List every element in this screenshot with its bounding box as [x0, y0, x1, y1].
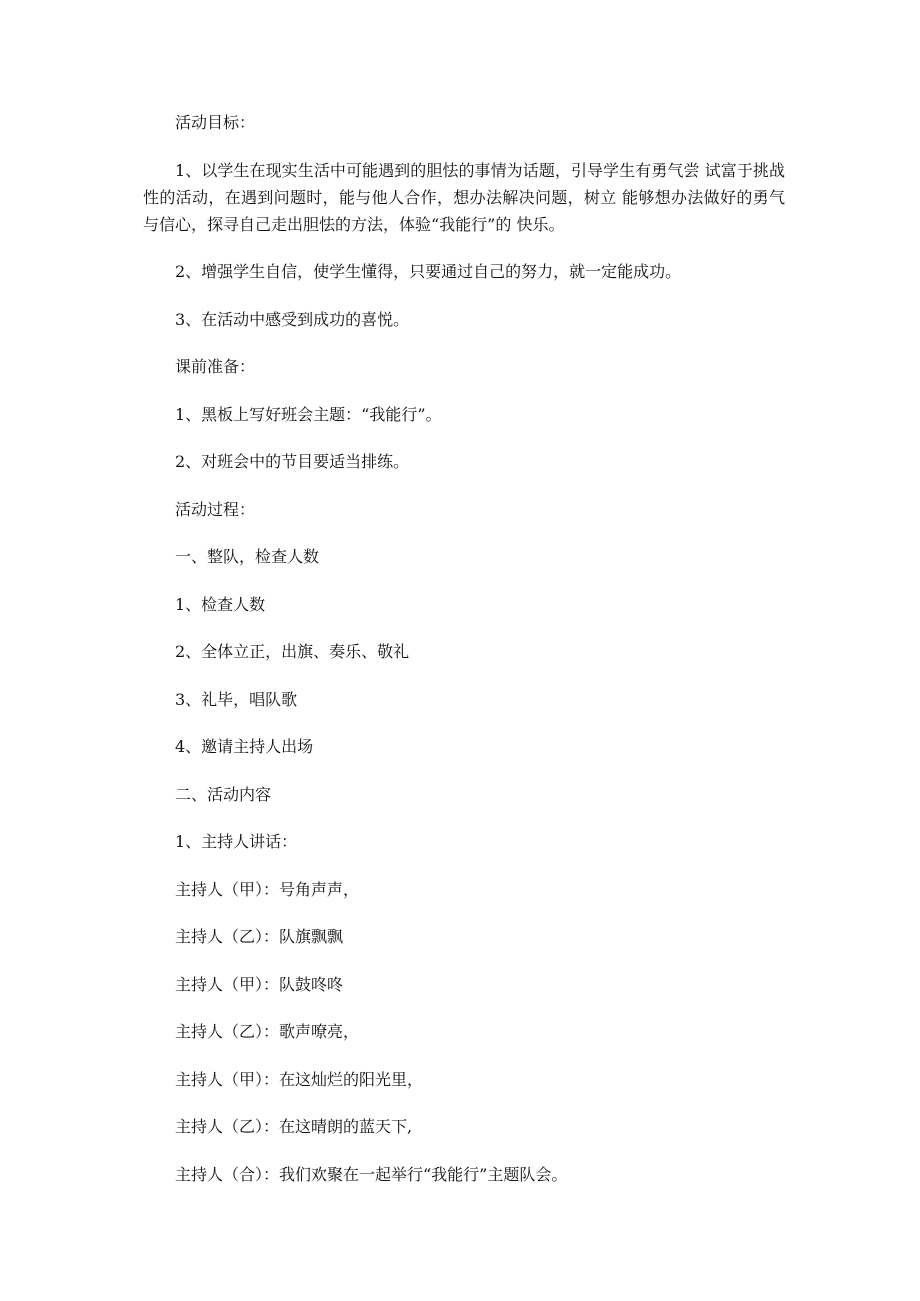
- paragraph: 主持人（甲）：队鼓咚咚: [175, 974, 344, 994]
- paragraph: 主持人（合）：我们欢聚在一起举行“我能行”主题队会。: [175, 1164, 568, 1184]
- paragraph: 二、活动内容: [175, 784, 272, 804]
- paragraph: 主持人（甲）：在这灿烂的阳光里，: [175, 1069, 424, 1089]
- paragraph: 4、邀请主持人出场: [175, 737, 314, 756]
- document-body: [143, 109, 785, 1208]
- paragraph: 主持人（乙）：在这晴朗的蓝天下,: [175, 1117, 413, 1136]
- paragraph: 1、主持人讲话：: [175, 832, 298, 851]
- paragraph: 3、在活动中感受到成功的喜悦。: [175, 309, 410, 329]
- paragraph: 2、增强学生自信，使学生懂得，只要通过自己的努力，就一定能成功。: [175, 262, 682, 281]
- paragraph: 一、整队，检查人数: [175, 547, 320, 566]
- paragraph: 1、以学生在现实生活中可能遇到的胆怯的事情为话题，引导学生有勇气尝 试富于挑战性的活动，在遇到问题时，能与他人合作，想办法解决问题，树立 能够想办法做好的勇气与信心，探寻自己走出胆怯的方法，体验“我能行”的 快乐。: [143, 160, 785, 234]
- paragraph: 1、黑板上写好班会主题：“我能行”。: [175, 404, 442, 424]
- paragraph: 2、对班会中的节目要适当排练。: [175, 452, 410, 471]
- paragraph: 活动过程：: [175, 499, 256, 519]
- paragraph: 活动目标：: [175, 113, 256, 132]
- paragraph: 2、全体立正，出旗、奏乐、敬礼: [175, 642, 410, 661]
- paragraph: 3、礼毕，唱队歌: [175, 689, 298, 709]
- paragraph: 课前准备：: [175, 357, 256, 376]
- paragraph: 主持人（乙）：歌声嘹亮，: [175, 1022, 360, 1041]
- paragraph: 主持人（乙）：队旗飘飘: [175, 927, 344, 946]
- paragraph: 1、检查人数: [175, 594, 266, 614]
- paragraph: 主持人（甲）：号角声声，: [175, 879, 360, 899]
